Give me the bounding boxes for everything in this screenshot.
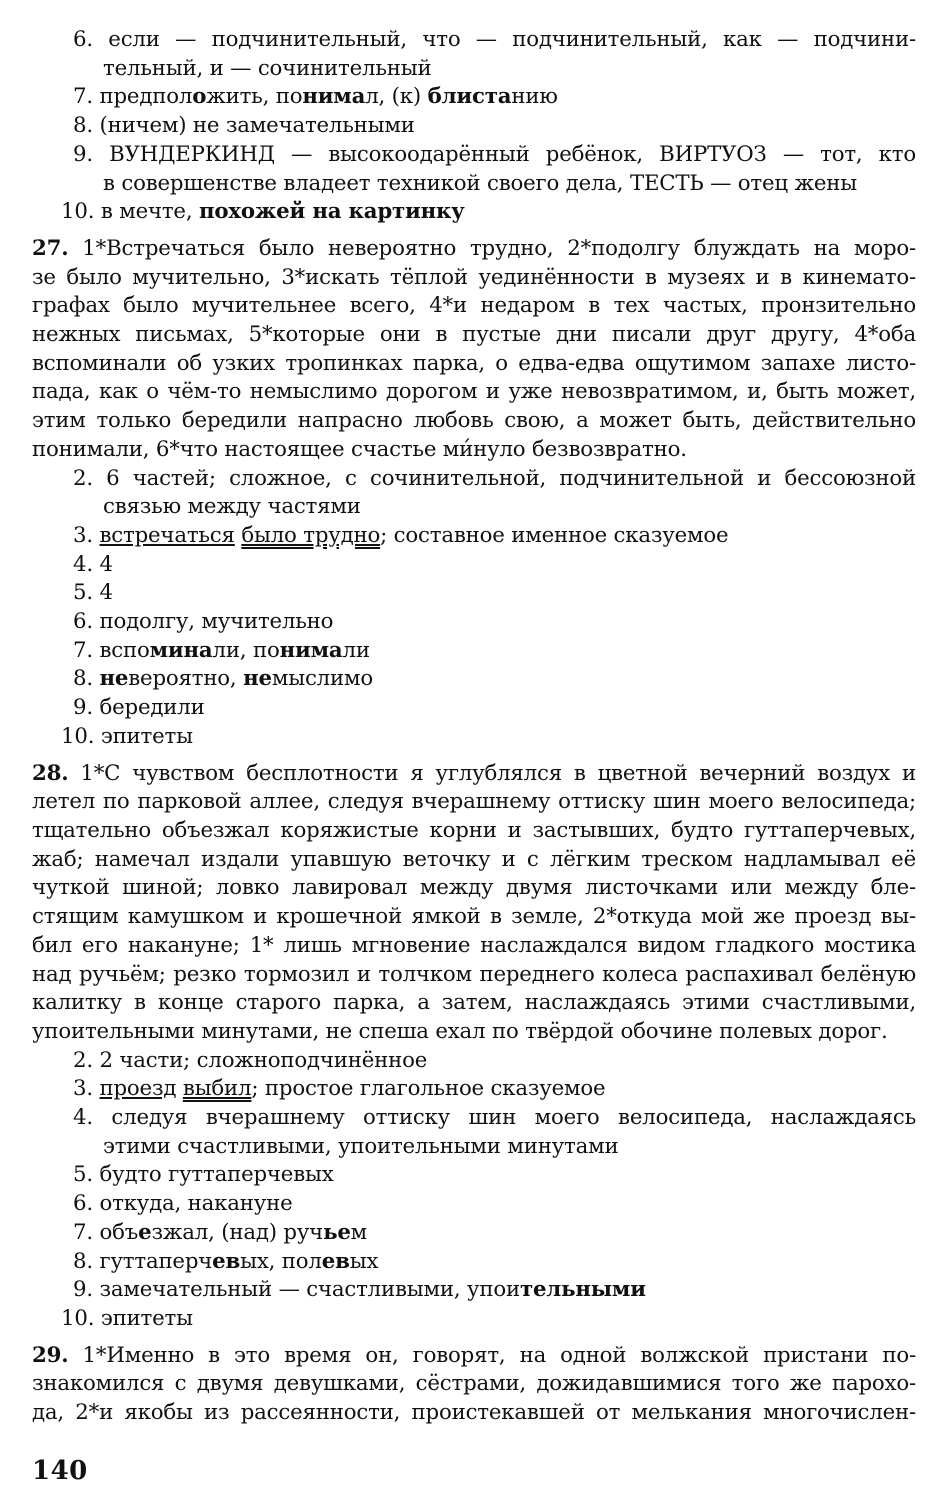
task-29 <box>32 1342 916 1428</box>
task-28-line: калитку в конце старого парка, а затем, наслаждаясь этими счастливыми, <box>32 990 916 1016</box>
answer-9-cont: в совершенстве владеет техникой своего дела, ТЕСТЬ — отец жены <box>103 170 857 196</box>
answer-10: 10. эпитеты <box>61 1305 193 1331</box>
answer-3: 3. встречаться было трудно; составное именное сказуемое <box>73 522 729 548</box>
task-27-line: зе было мучительно, 3*искать тёплой уединённости в музеях и в кинемато- <box>32 264 916 290</box>
task-28 <box>32 760 916 1047</box>
answer-4: 4. следуя вчерашнему оттиску шин моего велосипеда, наслаждаясь <box>73 1105 916 1131</box>
task-28-line: жаб; намечал издали упавшую веточку и с лёгким треском надламывал её <box>32 846 916 872</box>
task-28-line: тщательно объезжал коряжистые корни и застывших, будто гуттаперчевых, <box>32 817 916 843</box>
answer-2: 2. 2 части; сложноподчинённое <box>73 1047 428 1073</box>
task-27-line: нежных письмах, 5*которые они в пустые дни писали друг другу, 4*оба <box>32 322 916 348</box>
answer-8: 8. (ничем) не замечательными <box>73 113 415 139</box>
task-number: 29. <box>32 1342 69 1368</box>
answer-9: 9. бередили <box>73 695 205 721</box>
task-28-line: бил его накануне; 1* лишь мгновение наслаждался видом гладкого мостика <box>32 932 916 958</box>
answer-10: 10. эпитеты <box>61 723 193 749</box>
answer-6-cont: тельный, и — сочинительный <box>103 55 432 81</box>
answer-5: 5. 4 <box>73 580 113 606</box>
answer-8: 8. невероятно, немыслимо <box>73 666 373 692</box>
answer-4-cont: этими счастливыми, упоительными минутами <box>103 1133 619 1159</box>
answer-2: 2. 6 частей; сложное, с сочинительной, подчинительной и бессоюзной <box>73 465 916 491</box>
answer-5: 5. будто гуттаперчевых <box>73 1162 334 1188</box>
task-28-line: чуткой шиной; ловко лавировал между двумя листочками или между бле- <box>32 875 916 901</box>
answer-2-cont: связью между частями <box>103 494 361 520</box>
task-27-line: вспоминали об узких тропинках парка, о едва-едва ощутимом запахе листо- <box>32 350 916 376</box>
task-27 <box>32 235 916 465</box>
task-27-line: пада, как о чём-то немыслимо дорогом и уже невозвратимом, и, быть может, <box>32 379 916 405</box>
task-27-line: этим только бередили напрасно любовь свою, а может быть, действительно <box>32 408 916 434</box>
page-content <box>32 26 916 1428</box>
answer-6: 6. откуда, накануне <box>73 1191 293 1217</box>
answer-7: 7. объезжал, (над) ручьем <box>73 1219 368 1245</box>
answer-8: 8. гуттаперчевых, полевых <box>73 1248 379 1274</box>
task-28-line: упоительными минутами, не спеша ехал по твёрдой обочине полевых дорог. <box>32 1018 888 1044</box>
task-27-line: графах было мучительнее всего, 4*и недаром в тех частых, пронзительно <box>32 293 916 319</box>
page-number: 140 <box>32 1456 88 1486</box>
task-27-line: понимали, 6*что настоящее счастье ми́нуло безвозвратно. <box>32 436 687 462</box>
answer-6: 6. подолгу, мучительно <box>73 609 334 635</box>
task-number: 28. <box>32 760 69 786</box>
answer-3: 3. проезд выбил; простое глагольное сказуемое <box>73 1076 606 1102</box>
task-29-line: да, 2*и якобы из рассеянности, проистекавшей от мелькания многочислен- <box>32 1400 916 1426</box>
answer-6: 6. если — подчинительный, что — подчинительный, как — подчини- <box>73 27 916 52</box>
task-28-line: стящим камушком и крошечной ямкой в земле, 2*откуда мой же проезд вы- <box>32 904 916 930</box>
answer-7: 7. предположить, понимал, (к) блистанию <box>73 84 558 110</box>
answer-4: 4. 4 <box>73 551 113 577</box>
task-29-line: 29. 1*Именно в это время он, говорят, на одной волжской пристани по- <box>32 1342 916 1368</box>
answer-9: 9. замечательный — счастливыми, упоительными <box>73 1277 646 1303</box>
task-28-line: 28. 1*С чувством бесплотности я углублялся в цветной вечерний воздух и <box>32 760 916 786</box>
task-28-line: летел по парковой аллее, следуя вчерашнему оттиску шин моего велосипеда; <box>32 789 916 815</box>
task-27-line: 27. 1*Встречаться было невероятно трудно, 2*подолгу блуждать на моро- <box>32 235 916 261</box>
answer-7: 7. вспоминали, понимали <box>73 637 370 663</box>
task-29-line: знакомился с двумя девушками, сёстрами, дожидавшимися того же парохо- <box>32 1371 916 1397</box>
answer-10: 10. в мечте, похожей на картинку <box>61 199 465 225</box>
task-number: 27. <box>32 235 69 261</box>
answer-9: 9. ВУНДЕРКИНД — высокоодарённый ребёнок, ВИРТУОЗ — тот, кто <box>73 141 916 167</box>
task-28-line: над ручьём; резко тормозил и толчком переднего колеса распахивал белёную <box>32 961 916 987</box>
